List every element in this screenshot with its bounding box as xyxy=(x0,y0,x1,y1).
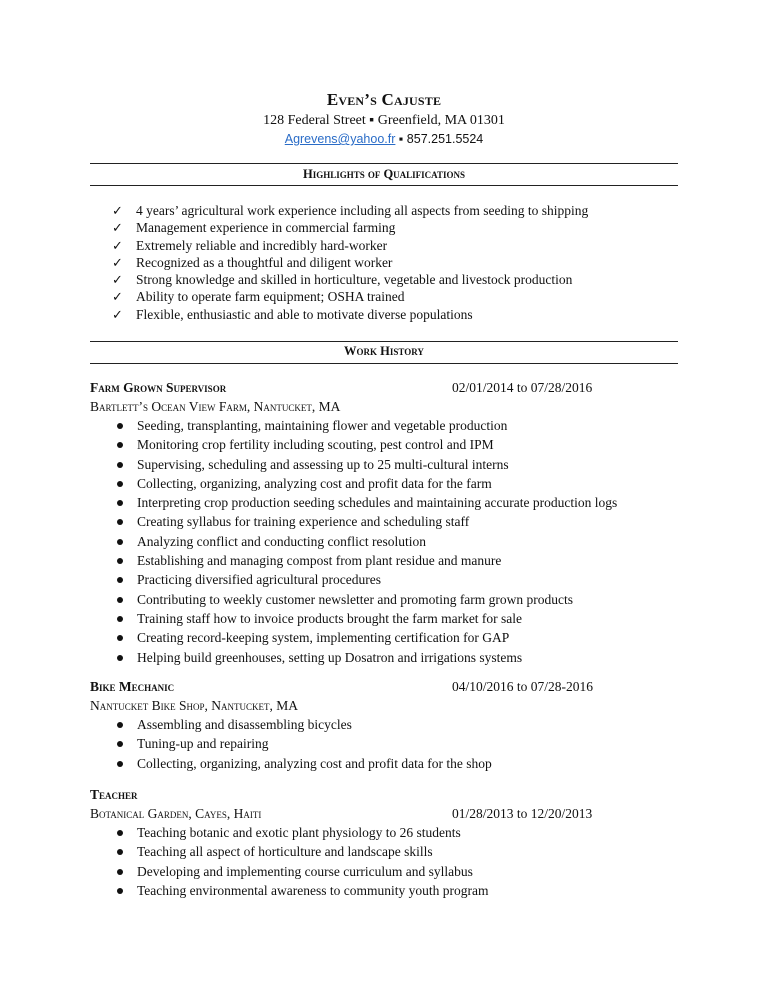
list-item xyxy=(90,754,690,773)
email-link[interactable]: Agrevens@yahoo.fr xyxy=(284,132,396,146)
job-title: Farm Grown Supervisor xyxy=(90,380,227,395)
bullet-icon xyxy=(117,577,123,583)
job-title: Teacher xyxy=(90,787,138,802)
list-item xyxy=(90,590,690,609)
bullet-icon xyxy=(117,655,123,661)
qualification-item xyxy=(112,288,588,305)
checkmark-icon: ✓ xyxy=(112,221,123,237)
qualification-text: Flexible, enthusiastic and able to motivate diverse populations xyxy=(136,306,473,322)
phone-number: 857.251.5524 xyxy=(406,132,484,146)
section-rule-top xyxy=(90,163,678,164)
checkmark-icon: ✓ xyxy=(112,204,123,219)
job-entry xyxy=(90,677,690,773)
contact-separator: ▪ xyxy=(395,132,407,146)
contact-line xyxy=(0,132,768,146)
list-item xyxy=(90,474,690,493)
job-entry xyxy=(90,785,690,900)
bullet-icon xyxy=(117,616,123,622)
list-item xyxy=(90,862,690,881)
qualification-item xyxy=(112,237,588,254)
bullet-icon xyxy=(117,462,123,468)
duty-text: Seeding, transplanting, maintaining flower and vegetable production xyxy=(137,418,508,433)
duty-text: Teaching all aspect of horticulture and landscape skills xyxy=(137,844,433,860)
list-item xyxy=(90,435,690,454)
bullet-icon xyxy=(117,423,123,429)
duty-text: Collecting, organizing, analyzing cost and profit data for the shop xyxy=(137,755,492,771)
list-item xyxy=(90,609,690,628)
bullet-icon xyxy=(117,558,123,564)
duty-text: Teaching botanic and exotic plant physiology to 26 students xyxy=(137,825,461,840)
list-item xyxy=(90,416,690,435)
qualification-item xyxy=(112,202,588,219)
job-header xyxy=(90,785,690,804)
job-duties xyxy=(90,416,690,667)
bullet-icon xyxy=(117,741,123,747)
mailing-address: 128 Federal Street ▪ Greenfield, MA 01301 xyxy=(263,113,505,128)
list-item xyxy=(90,493,690,512)
bullet-icon xyxy=(117,761,123,767)
bullet-icon xyxy=(117,481,123,487)
employer: Botanical Garden, Cayes, Haiti xyxy=(90,806,262,821)
bullet-icon xyxy=(117,500,123,506)
duty-text: Monitoring crop fertility including scouting, pest control and IPM xyxy=(137,437,494,453)
duty-text: Training staff how to invoice products brought the farm market for sale xyxy=(137,610,523,626)
list-item xyxy=(90,455,690,474)
checkmark-icon: ✓ xyxy=(112,290,123,306)
qualification-item xyxy=(112,219,588,236)
section-rule-bottom xyxy=(90,185,678,186)
checkmark-icon: ✓ xyxy=(112,307,123,323)
bullet-icon xyxy=(117,869,123,875)
qualification-item xyxy=(112,254,588,271)
list-item xyxy=(90,628,690,647)
list-item xyxy=(90,570,690,589)
duty-text: Supervising, scheduling and assessing up to 25 multi-cultural interns xyxy=(137,456,509,472)
duty-text: Developing and implementing course curriculum and syllabus xyxy=(137,863,473,879)
qualification-text: Strong knowledge and skilled in horticulture, vegetable and livestock production xyxy=(136,272,573,288)
job-header xyxy=(90,378,690,397)
list-item xyxy=(90,532,690,551)
bullet-icon xyxy=(117,539,123,545)
list-item xyxy=(90,881,690,900)
job-header xyxy=(90,677,690,696)
bullet-icon xyxy=(117,830,123,836)
list-item xyxy=(90,823,690,842)
bullet-icon xyxy=(117,635,123,641)
bullet-icon xyxy=(117,888,123,894)
job-dates: 02/01/2014 to 07/28/2016 xyxy=(452,380,593,395)
checkmark-icon: ✓ xyxy=(112,273,123,289)
list-item xyxy=(90,842,690,861)
bullet-icon xyxy=(117,442,123,448)
duty-text: Tuning-up and repairing xyxy=(137,736,269,752)
duty-text: Practicing diversified agricultural procedures xyxy=(137,572,382,588)
duty-text: Interpreting crop production seeding schedules and maintaining accurate production logs xyxy=(137,495,618,511)
employer-row xyxy=(90,804,690,823)
duty-text: Assembling and disassembling bicycles xyxy=(137,717,352,732)
job-duties xyxy=(90,715,690,773)
duty-text: Establishing and managing compost from plant residue and manure xyxy=(137,553,502,569)
duty-text: Contributing to weekly customer newsletter and promoting farm grown products xyxy=(137,591,574,607)
duty-text: Analyzing conflict and conducting conflict resolution xyxy=(137,533,427,549)
list-item xyxy=(90,648,690,667)
bullet-icon xyxy=(117,519,123,525)
duty-text: Helping build greenhouses, setting up Dosatron and irrigations systems xyxy=(137,649,523,665)
candidate-name: Even’s Cajuste xyxy=(326,90,442,109)
section-rule-bottom xyxy=(90,363,678,364)
list-item xyxy=(90,734,690,753)
bullet-icon xyxy=(117,849,123,855)
qualification-text: Recognized as a thoughtful and diligent worker xyxy=(136,254,393,270)
job-dates: 04/10/2016 to 07/28-2016 xyxy=(452,679,593,694)
duty-text: Collecting, organizing, analyzing cost and profit data for the farm xyxy=(137,475,492,491)
list-item xyxy=(90,715,690,734)
duty-text: Teaching environmental awareness to community youth program xyxy=(137,882,489,898)
job-entry xyxy=(90,378,690,667)
bullet-icon xyxy=(117,597,123,603)
qualification-text: Extremely reliable and incredibly hard-worker xyxy=(136,237,388,253)
checkmark-icon: ✓ xyxy=(112,238,123,254)
list-item xyxy=(90,551,690,570)
qualification-text: Ability to operate farm equipment; OSHA trained xyxy=(136,289,405,305)
bullet-icon xyxy=(117,722,123,728)
duty-text: Creating syllabus for training experience and scheduling staff xyxy=(137,514,470,530)
job-title: Bike Mechanic xyxy=(90,679,175,694)
job-duties xyxy=(90,823,690,900)
section-rule-top xyxy=(90,341,678,342)
qualification-item xyxy=(112,306,588,323)
work-history-heading: Work History xyxy=(344,344,424,358)
list-item xyxy=(90,512,690,531)
qualifications-list xyxy=(112,202,588,323)
checkmark-icon: ✓ xyxy=(112,255,123,271)
employer: Nantucket Bike Shop, Nantucket, MA xyxy=(90,698,298,713)
qualification-text: Management experience in commercial farming xyxy=(136,220,396,236)
job-dates: 01/28/2013 to 12/20/2013 xyxy=(452,806,593,821)
duty-text: Creating record-keeping system, implementing certification for GAP xyxy=(137,630,510,646)
qualification-item xyxy=(112,271,588,288)
qualifications-heading: Highlights of Qualifications xyxy=(302,167,466,181)
qualification-text: 4 years’ agricultural work experience including all aspects from seeding to shipping xyxy=(136,203,589,218)
employer: Bartlett’s Ocean View Farm, Nantucket, MA xyxy=(90,399,341,414)
